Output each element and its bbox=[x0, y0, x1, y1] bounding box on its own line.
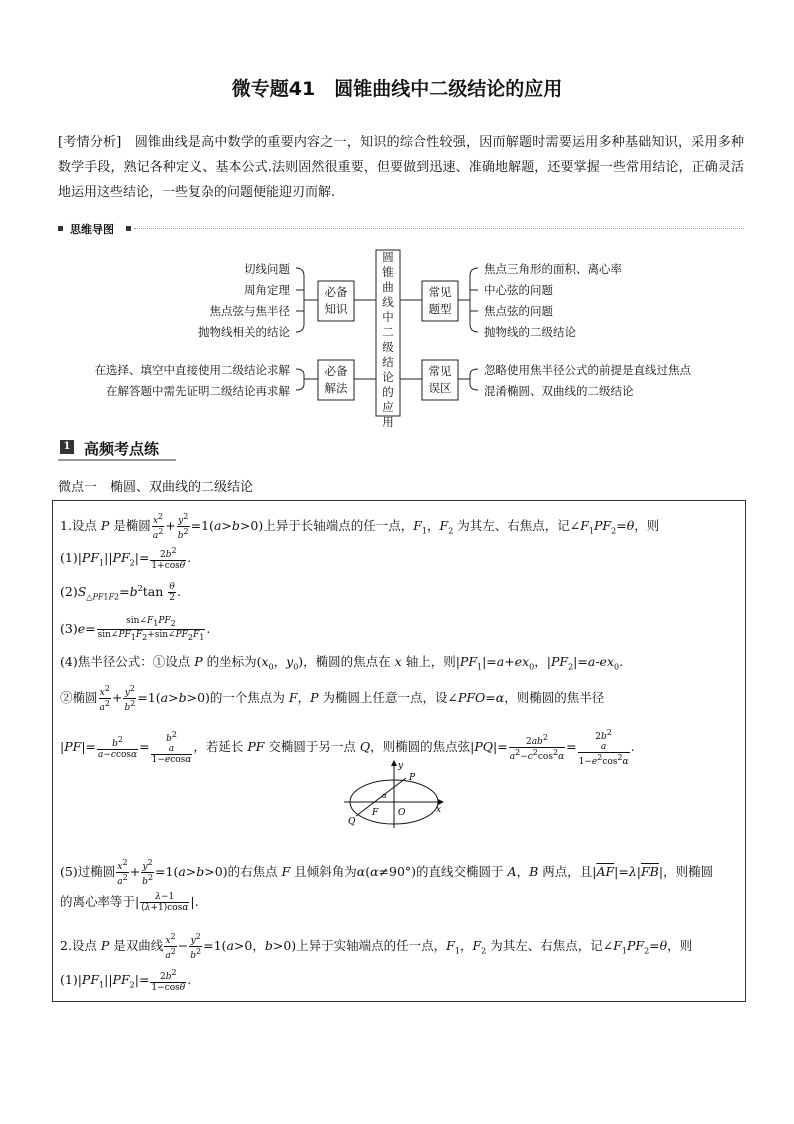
mindmap-header bbox=[58, 223, 744, 235]
formula-line: 的离心率等于| $\frac{\lambda-1}{(\lambda+1)\cos\alpha}$ |. bbox=[60, 892, 199, 913]
mindmap-group-label: 必备解法 bbox=[324, 364, 348, 395]
ellipse-figure bbox=[336, 758, 448, 830]
mindmap-group-label: 常见题型 bbox=[428, 285, 452, 316]
point-label-f: F bbox=[372, 808, 379, 818]
section-header bbox=[58, 438, 744, 460]
formula-line: (5)过椭圆 $\frac{x^2}{a^2}$ + $\frac{y^2}{b^2}$ =1(a>b>0)的右焦点 F 且倾斜角为α(α≠90°)的直线交椭圆于 A，B 两点，且$|\overline{AF}|=\lambda|\overline{FB}|$，则椭圆 bbox=[60, 858, 714, 887]
mindmap-item: 焦点三角形的面积、离心率 bbox=[484, 262, 622, 276]
formula-line: $(1)|PF_1||PF_2|=$ $\frac{2b^2}{1+\cos\theta}$ . bbox=[60, 546, 192, 571]
page-title: 微专题41 圆锥曲线中二级结论的应用 bbox=[231, 78, 563, 100]
mindmap-item: 切线问题 bbox=[244, 262, 290, 276]
subsection-title: 微点一 椭圆、双曲线的二级结论 bbox=[58, 480, 254, 495]
mindmap-item: 在解答题中需先证明二级结论再求解 bbox=[106, 384, 290, 398]
mindmap-label: 思维导图 bbox=[70, 223, 114, 236]
mindmap-item: 忽略使用焦半径公式的前提是直线过焦点 bbox=[484, 363, 691, 377]
mindmap-center: 圆 锥 曲 线 中 二 级 结 论 的 应 用 bbox=[382, 250, 394, 429]
formula-line: (3)e= $\frac{\sin\angle F_1PF_2}{\sin\angle PF_1F_2+\sin\angle PF_2F_1}$ . bbox=[60, 616, 211, 642]
mindmap-item: 抛物线相关的结论 bbox=[198, 325, 290, 339]
mindmap-item: 焦点弦的问题 bbox=[484, 304, 553, 318]
angle-label: α bbox=[382, 792, 387, 800]
item-2: 2.设点 P 是双曲线 $\frac{x^2}{a^2}$ − $\frac{y^2}{b^2}$ =1(a>0，b>0)上异于实轴端点的任一点，$F_1$，$F_2$ 为其左、右焦点，记$\angle F_1PF_2=\theta$，则 bbox=[60, 932, 693, 961]
formula-line: $(2)S_{\triangle PF1F2}=b^2\tan$ $\frac{\theta}{2}$ . bbox=[60, 582, 181, 603]
item-1: 1.设点 P 是椭圆 $\frac{x^2}{a^2}$ + $\frac{y^2}{b^2}$ =1(a>b>0)上异于长轴端点的任一点，$F_1$，$F_2$ 为其左、右焦点，记$\angle F_1PF_2=\theta$，则 bbox=[60, 512, 660, 541]
axis-label-x: x bbox=[436, 805, 442, 815]
divider bbox=[58, 459, 176, 461]
divider bbox=[134, 228, 744, 229]
formula-line: |PF|= $\frac{b^2}{a-ccos\alpha}$ = $b^2$ a 1−ecosα ，若延长 PF 交椭圆于另一点 Q，则椭圆的焦点弦|PQ|= $\frac{2ab^2}{a^2-c^2\cos^2\alpha}$ = $2b^2$ a $1-e^2\cos^2\alpha$ . bbox=[60, 728, 635, 767]
mindmap-item: 混淆椭圆、双曲线的二级结论 bbox=[484, 384, 634, 398]
bullet-square bbox=[126, 226, 131, 231]
mindmap-item: 在选择、填空中直接使用二级结论求解 bbox=[94, 363, 290, 377]
mindmap-item: 抛物线的二级结论 bbox=[484, 325, 576, 339]
bullet-square bbox=[58, 226, 63, 231]
axis-label-y: y bbox=[398, 761, 404, 771]
intro-paragraph: [考情分析] 圆锥曲线是高中数学的重要内容之一，知识的综合性较强，因而解题时需要运用多种基础知识，采用多种数学手段，熟记各种定义、基本公式.法则固然很重要，但要做到迅速、准确地解题，还要掌握一些常用结论，正确灵活地运用这些结论，一些复杂的问题便能迎刃而解. bbox=[58, 135, 744, 200]
point-label-q: Q bbox=[348, 817, 356, 827]
mindmap-item: 周角定理 bbox=[244, 283, 290, 297]
formula-line: ②椭圆 $\frac{x^2}{a^2}$ + $\frac{y^2}{b^2}$ =1(a>b>0)的一个焦点为 F，P 为椭圆上任意一点，设∠PFO=α，则椭圆的焦半径 bbox=[60, 684, 605, 713]
mindmap-item: 中心弦的问题 bbox=[484, 283, 553, 297]
mindmap-item: 焦点弦与焦半径 bbox=[209, 304, 290, 318]
formula-line: $(1)|PF_1||PF_2|=$ $\frac{2b^2}{1-\cos\theta}$ . bbox=[60, 968, 192, 993]
mindmap-group-label: 常见误区 bbox=[428, 364, 452, 395]
formula-line: (4)焦半径公式：①设点 P 的坐标为($x_0$，$y_0$)，椭圆的焦点在 x 轴上，则$|PF_1|=a+ex_0$，$|PF_2|=a-ex_0$. bbox=[60, 654, 624, 672]
section-badge: 1 bbox=[60, 440, 74, 454]
section-title: 高频考点练 bbox=[84, 440, 160, 458]
mindmap-group-label: 必备知识 bbox=[324, 285, 348, 316]
point-label-o: O bbox=[398, 808, 406, 818]
point-label-p: P bbox=[409, 773, 416, 783]
